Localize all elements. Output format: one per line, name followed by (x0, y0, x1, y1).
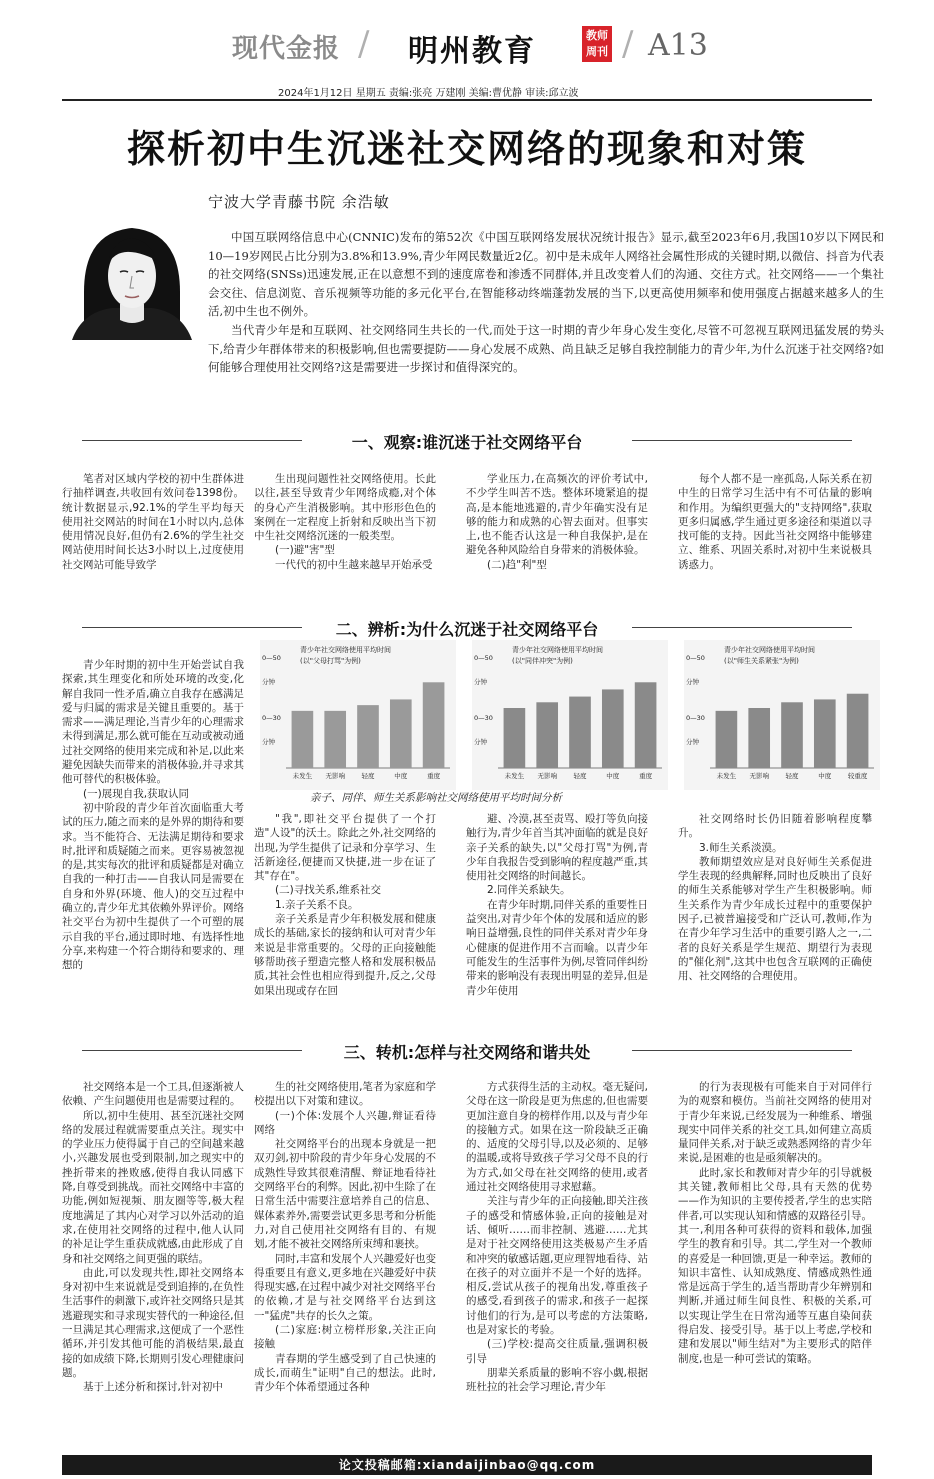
body-paragraph: 方式获得生活的主动权。毫无疑问,父母在这一阶段是更为焦虑的,但也需要更加注意自身的榜样作用,以及与青少年的接触方式。如果在这一阶段缺乏正确的、适度的父母引导,以及必须的、足够的温暖,或将导致孩子学习父母不良的行为方式,如父母在社交网络的使用,或者通过社交网络使用寻求慰藉。 (466, 1081, 648, 1194)
body-paragraph: 青少年时期的初中生开始尝试自我探索,其生理变化和所处环境的改变,化解自我同一性矛盾,确立自我存在感满足爱与归属的需求是关键且重要的。基于需求——满足理论,当青少年的心理需求未得到满足,那么就可能在互动或被动通过社交网络的使用来完成和补足,以此来避免因缺失而带来的消极体验,并寻求其他可替代的积极体验。 (62, 659, 244, 786)
masthead-rule (62, 99, 872, 101)
s1-column-2 (254, 472, 436, 582)
x-tick-label: 中度 (606, 772, 620, 780)
section-heading-text: 二、辨析:为什么沉迷于社交网络平台 (335, 620, 599, 639)
body-paragraph: 社交网络平台的出现本身就是一把双刃剑,初中阶段的青少年身心发展的不成熟性导致其很难清醒、辩证地看待社交网络平台的利弊。因此,初中生除了在日常生活中需要注意培养自己的信息、媒体素养外,需要尝试更多思考和分析能力,对自己使用社交网络有目的、有规划,才能不被社交网络所束缚和裹挟。 (254, 1138, 436, 1251)
y-axis-label: 0—30 (686, 714, 705, 722)
subheading: (一)避"害"型 (275, 544, 335, 557)
body-paragraph: "我",即社交平台提供了一个打造"人设"的沃土。除此之外,社交网络的出现,为学生提供了记录和分享学习、生活新途径,便捷而又快捷,进一步在证了其"存在"。 (254, 813, 436, 883)
figure (260, 640, 878, 810)
x-tick-label: 轻度 (361, 772, 375, 780)
y-axis-label: 0—50 (262, 654, 281, 662)
bar-chart-parent (260, 640, 456, 790)
y-axis-label: 0—30 (262, 714, 281, 722)
body-paragraph: 青春期的学生感受到了自己快速的成长,而萌生"证明"自己的想法。此时,青少年个体希望通过各种 (254, 1352, 436, 1394)
chart-bar (390, 699, 412, 768)
chart-bar (292, 711, 314, 768)
subheading: 3.师生关系淡漠。 (699, 841, 783, 854)
x-tick-label: 较重度 (847, 772, 868, 780)
figure-caption: 亲子、同伴、师生关系影响社交网络使用平均时间分析 (310, 792, 562, 804)
y-axis-unit: 分钟 (686, 738, 699, 746)
y-axis-unit: 分钟 (262, 738, 275, 746)
x-tick-label: 未发生 (716, 772, 737, 780)
chart-bar (748, 708, 770, 768)
y-axis-unit: 分钟 (474, 738, 487, 746)
chart-bar (847, 694, 869, 768)
subheading: (二)寻找关系,维系社交 (275, 884, 382, 897)
bar-chart-peer (472, 640, 668, 790)
masthead (0, 0, 934, 74)
subheading: (一)展现自我,获取认同 (83, 787, 190, 800)
chart-bar (781, 702, 803, 768)
s2-column-3 (466, 812, 648, 1018)
body-paragraph: 关注与青少年的正向接触,即关注孩子的感受和情感体验,正向的接触是对话、倾听……而非控制、逃避……尤其是对于社交网络使用这类极易产生矛盾和冲突的敏感话题,更应理智地看待、站在孩子的对立面并不是一个好的选择。相反,尝试从孩子的视角出发,尊重孩子的感受,看到孩子的需求,和孩子一起探讨他们的行为,是可以考虑的方法策略,也是对家长的考验。 (466, 1195, 648, 1337)
x-tick-label: 未发生 (504, 772, 525, 780)
x-tick-label: 轻度 (573, 772, 587, 780)
s2-column-1 (62, 658, 244, 1018)
y-axis-unit: 分钟 (686, 678, 699, 686)
body-paragraph: 笔者对区域内学校的初中生群体进行抽样调查,共收回有效问卷1398份。统计数据显示,92.1%的学生平均每天使用社交网站的时间在1小时以内,总体使用情况良好,但仍有2.6%的学生社交网站使用时间长达3小时以上,过度使用社交网站可能导致学 (62, 473, 244, 571)
body-paragraph: 在青少年时期,同伴关系的重要性日益突出,对青少年个体的发展和适应的影响日益增强,良性的同伴关系对青少年身心健康的促进作用不言而喻。以青少年可能发生的生活事件为例,尽管同伴纠纷带来的影响没有表现出明显的差异,但是青少年使用 (466, 898, 648, 997)
body-paragraph: 由此,可以发现共性,即社交网络本身对初中生来说就是受到追捧的,在负性生活事件的刺激下,或许社交网络只是其逃避现实和寻求现实替代的一种途径,但一旦满足其心理需求,这便成了一个恶性循环,并引发其他可能的消极结果,最直接的如成绩下降,长期则引发心理健康问题。 (62, 1266, 244, 1379)
weekly-badge (582, 26, 612, 62)
body-paragraph: 基于上述分析和探讨,针对初中 (83, 1381, 223, 1394)
subheading: (三)学校:提高交往质量,强调积极引导 (466, 1338, 648, 1365)
y-axis-label: 0—50 (686, 654, 705, 662)
section-heading-text: 一、观察:谁沉迷于社交网络平台 (351, 433, 583, 452)
chart-subtitle: (以"同伴冲突"为例) (512, 657, 573, 665)
badge-line-2: 周刊 (586, 45, 608, 58)
s3-column-3 (466, 1080, 648, 1450)
s3-column-1 (62, 1080, 244, 1450)
chart-bar (504, 708, 526, 768)
s1-column-1 (62, 472, 244, 582)
body-paragraph: 所以,初中生使用、甚至沉迷社交网络的发展过程就需要重点关注。现实中的学业压力使得属于自己的空间越来越小,兴趣发展也受到限制,加之现实中的挫折带来的挫败感,使得自我认同感下降,自尊受到挑战。而社交网络中丰富的功能,例如短视频、朋友圈等等,极大程度地满足了其内心对学习以外活动的追求,在使用社交网络的过程中,他人认同的补足让学生重获成就感,由此形成了自身和社交网络之间更强的联结。 (62, 1109, 244, 1265)
body-paragraph: 每个人都不是一座孤岛,人际关系在初中生的日常学习生活中有不可估量的影响和作用。为编织更强大的"支持网络",获取更多归属感,学生通过更多途径和渠道以寻找可能的支持。因此当社交网络中能够建立、维系、巩固关系时,对初中生来说极具诱惑力。 (678, 473, 872, 571)
s2-column-2 (254, 812, 436, 1018)
chart-title: 青少年社交网络使用平均时间 (300, 646, 391, 654)
chart-bar (635, 682, 657, 768)
y-axis-unit: 分钟 (262, 678, 275, 686)
body-paragraph: 初中阶段的青少年首次面临重大考试的压力,随之而来的是外界的期待和要求。当不能符合、无法满足期待和要求时,批评和质疑随之而来。更容易被忽视的是,其实每次的批评和质疑都是对确立自我的一种打击——自我认同是需要在自身和外界(环境、他人)的交互过程中确立的,青少年尤其依赖外界评价。网络社交平台为初中生提供了一个可塑的展示自我的平台,通过即时地、有选择性地分享,来构建一个符合期待和要求的、理想的 (62, 801, 244, 972)
page-number: A13 (648, 28, 708, 63)
section-heading-3 (62, 1040, 872, 1062)
body-paragraph: 教师期望效应是对良好师生关系促进学生表现的经典解释,同时也反映出了良好的师生关系能够对学生产生积极影响。师生关系作为青少年成长过程中的重要保护因子,已被普遍接受和广泛认可,教师,作为在青少年学习生活中的重要引路人之一,二者的良好关系是学生规范、期望行为表现的"催化剂",这其中也包含互联网的正确使用、社交网络的合理使用。 (678, 855, 872, 983)
body-paragraph: 此时,家长和教师对青少年的引导就极其关键,教师相比父母,具有天然的优势——作为知识的主要传授者,学生的忠实陪伴者,可以实现认知和情感的双路径引导。其一,利用各种可获得的资料和载体,加强学生的教育和引导。其二,学生对一个教师的喜爱是一种回馈,更是一种幸运。教师的知识丰富性、认知成熟度、情感成熟性通常是远高于学生的,适当帮助青少年辨别和判断,并通过师生间良性、积极的关系,可以实现让学生在日常沟通等互惠自染间获得启发、接受引导。基于以上考虑,学校和建和发展以"师生结对"为主要形式的陪伴制度,也是一种可尝试的策略。 (678, 1166, 872, 1365)
article-byline: 宁波大学青藤书院 余浩敏 (208, 193, 390, 211)
masthead-divider: / (358, 24, 370, 64)
y-axis-label: 0—30 (474, 714, 493, 722)
chart-bar (324, 711, 346, 768)
section-title: 明州教育 (408, 34, 536, 69)
chart-bar (602, 689, 624, 768)
s1-column-4 (678, 472, 872, 582)
intro-paragraph: 中国互联网络信息中心(CNNIC)发布的第52次《中国互联网络发展状况统计报告》显示,截至2023年6月,我国10岁以下网民和10—19岁网民占比分别为3.8%和13.9%,青少年网民数量近2亿。初中是未成年人网络社会属性形成的关键时期,以微信、抖音为代表的社交网络(SNSs)迅速发展,正在以意想不到的速度席卷和渗透不同群体,并且改变着人们的沟通、交往方式。社交网络——一个集社会交往、信息浏览、音乐视频等功能的多元化平台,在智能移动终端蓬勃发展的当下,以更高使用频率和使用强度占据越来越多人的生活,初中生也不例外。 (208, 230, 884, 319)
chart-bar (569, 697, 591, 768)
chart-subtitle: (以"师生关系紧张"为例) (724, 657, 799, 665)
x-tick-label: 重度 (639, 772, 653, 780)
x-tick-label: 中度 (818, 772, 832, 780)
badge-line-1: 教师 (586, 29, 608, 42)
bar-chart-teacher (684, 640, 880, 790)
heading-rule (632, 627, 852, 628)
chart-title: 青少年社交网络使用平均时间 (512, 646, 603, 654)
submission-email-bar: 论文投稿邮箱:xiandaijinbao@qq.com (62, 1455, 872, 1475)
body-paragraph: 亲子关系是青少年积极发展和健康成长的基础,家长的接纳和认可对青少年来说是非常重要的。父母的正向接触能够帮助孩子塑造完整人格和发展积极品质,其社会性也相应得到提升,反之,父母如果出现或存在回 (254, 913, 436, 997)
author-portrait (62, 212, 202, 340)
x-tick-label: 无影响 (325, 772, 345, 780)
x-tick-label: 无影响 (749, 772, 769, 780)
subheading: 2.同伴关系缺失。 (487, 884, 571, 897)
chart-bar (357, 705, 379, 768)
body-paragraph: 朋辈关系质量的影响不容小觑,根据班杜拉的社会学习理论,青少年 (466, 1366, 648, 1394)
body-paragraph: 避、冷漠,甚至责骂、殴打等负向接触行为,青少年首当其冲面临的就是良好亲子关系的缺失,以"父母打骂"为例,青少年自我报告受到影响的程度越严重,其使用社交网络的时间越长。 (466, 813, 648, 883)
body-paragraph: 的行为表现极有可能来自于对同伴行为的观察和模仿。当前社交网络的使用对于青少年来说,已经发展为一种维系、增强现实中同伴关系的社交工具,如何建立高质量同伴关系,对于缺乏或熟悉网络的青少年来说,是困难的也是亟须解决的。 (678, 1081, 872, 1165)
heading-rule (632, 1050, 852, 1051)
chart-bar (536, 702, 558, 768)
chart-bar (716, 711, 738, 768)
section-heading-2 (62, 617, 872, 639)
heading-rule (632, 440, 852, 441)
section-heading-1 (62, 430, 872, 452)
chart-subtitle: (以"父母打骂"为例) (300, 657, 361, 665)
s3-column-2 (254, 1080, 436, 1450)
subheading: (二)趋"利"型 (487, 558, 547, 571)
chart-bar (423, 682, 445, 768)
body-paragraph: 生出现问题性社交网络使用。长此以往,甚至导致青少年网络成瘾,对个体的身心产生消极影响。其中形形色色的案例在一定程度上折射和反映出当下初中生社交网络沉迷的一般类型。 (254, 473, 436, 543)
x-tick-label: 未发生 (292, 772, 313, 780)
issue-info: 2024年1月12日 星期五 责编:张亮 万建刚 美编:曹优静 审读:邱立波 (278, 88, 579, 99)
s2-column-4 (678, 812, 872, 1018)
subheading: (二)家庭:树立榜样形象,关注正向接触 (254, 1324, 436, 1351)
x-tick-label: 中度 (394, 772, 408, 780)
article-headline: 探析初中生沉迷社交网络的现象和对策 (126, 127, 807, 171)
x-tick-label: 轻度 (785, 772, 799, 780)
body-paragraph: 社交网络时长仍旧随着影响程度攀升。 (678, 813, 872, 840)
s1-column-3 (466, 472, 648, 582)
y-axis-label: 0—50 (474, 654, 493, 662)
body-paragraph: 社交网络本是一个工具,但逐渐被人依赖、产生问题使用也是需要过程的。 (62, 1081, 244, 1108)
subheading: 1.亲子关系不良。 (275, 898, 359, 911)
s3-column-4 (678, 1080, 872, 1450)
intro-paragraph: 当代青少年是和互联网、社交网络同生共长的一代,而处于这一时期的青少年身心发生变化,尽管不可忽视互联网迅猛发展的势头下,给青少年群体带来的积极影响,但也需要提防——身心发展不成熟、尚且缺乏足够自我控制能力的青少年,为什么沉迷于社交网络?如何能够合理使用社交网络?这是需要进一步探讨和值得深究的。 (208, 322, 884, 375)
subheading: (一)个体:发展个人兴趣,辩证看待网络 (254, 1109, 436, 1136)
body-paragraph: 学业压力,在高频次的评价考试中,不少学生叫苦不迭。整体环境紧追的提高,是本能地逃避的,青少年确实没有足够的能力和成熟的心智去面对。但事实上,也不能否认这是一种自我保护,是在避免各种风险给自身带来的消极体验。 (466, 473, 648, 557)
chart-bar (814, 699, 836, 768)
article-intro (208, 228, 884, 377)
y-axis-unit: 分钟 (474, 678, 487, 686)
newspaper-name: 现代金报 (232, 34, 341, 64)
chart-title: 青少年社交网络使用平均时间 (724, 646, 815, 654)
body-paragraph: 同时,丰富和发展个人兴趣爱好也变得重要且有意义,更多地在兴趣爱好中获得现实感,在过程中减少对社交网络平台的依赖,才是与社交网络平台达到这一"猛虎"共存的长久之策。 (254, 1252, 436, 1322)
section-heading-text: 三、转机:怎样与社交网络和谐共处 (343, 1043, 591, 1062)
x-tick-label: 无影响 (537, 772, 557, 780)
masthead-divider: / (622, 24, 634, 64)
body-paragraph: 一代代的初中生越来越早开始承受 (275, 558, 433, 571)
x-tick-label: 重度 (427, 772, 441, 780)
body-paragraph: 生的社交网络使用,笔者为家庭和学校提出以下对策和建议。 (254, 1081, 436, 1108)
